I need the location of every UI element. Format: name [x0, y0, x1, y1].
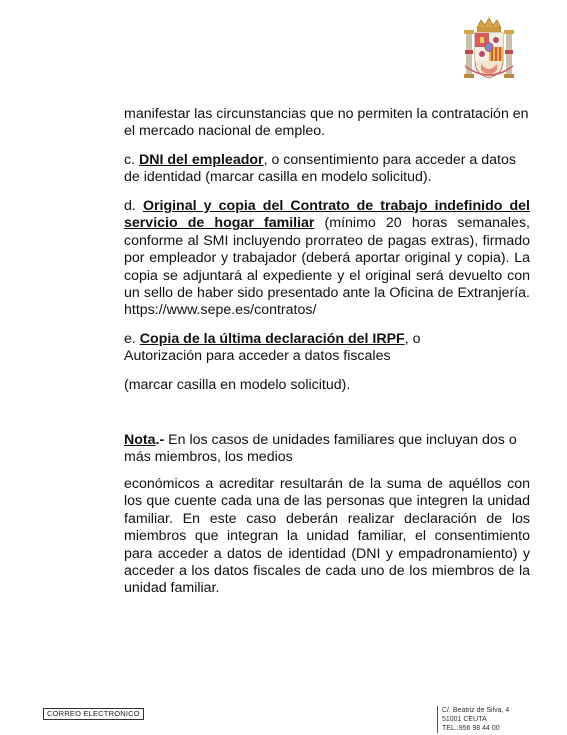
email-label-box	[43, 708, 144, 720]
spain-coat-of-arms-icon	[463, 14, 515, 84]
footer-address	[437, 706, 509, 733]
email-label: CORREO ELECTRONICO	[47, 709, 140, 718]
paragraph-intro-text: manifestar las circunstancias que no permiten la contratación en el mercado nacional de empleo.	[124, 106, 529, 140]
item-c-marker: c.	[124, 152, 136, 168]
item-c-heading: DNI del empleador	[139, 152, 264, 168]
nota-continuation	[124, 476, 530, 598]
nota-label-suffix: .-	[155, 432, 165, 448]
item-e-line2: Autorización para acceder a datos fiscales	[124, 348, 391, 365]
item-d-marker: d.	[124, 198, 136, 214]
item-c	[124, 152, 530, 187]
nota-continuation-text: económicos a acreditar resultarán de la suma de aquéllos con los que cuente cada una de las personas que integren la unidad familiar. En este caso deberán realizar declaración de los miembros que integran la unidad familiar, el consentimiento para acceder a datos de identidad (DNI y empadronamiento) y acceder a los datos fiscales de cada uno de los miembros de la unidad familiar.	[124, 476, 530, 597]
item-d-text: (mínimo 20 horas semanales, conforme al SMI incluyendo prorrateo de pagas extras), firmado por empleador y trabajador (deberá aportar original y copia). La copia se adjuntará al expediente y el original será devuelto con un sello de haber sido presentado ante la Oficina de Extranjería. https://www.sepe.es/contratos/	[124, 215, 530, 319]
item-d-heading: Original y copia del Contrato de trabajo indefinido del servicio de hogar familiar	[124, 198, 530, 232]
address-phone: TEL.:956 98 44 00	[442, 725, 500, 732]
item-e-marker: e.	[124, 331, 136, 347]
nota-block	[124, 432, 530, 467]
item-e	[124, 331, 530, 394]
address-city: 51001 CEUTA	[442, 716, 487, 723]
item-e-text: , o	[404, 331, 421, 347]
item-e-line3: (marcar casilla en modelo solicitud).	[124, 376, 351, 393]
paragraph-intro	[124, 106, 530, 141]
item-e-heading: Copia de la última declaración del IRPF	[139, 331, 405, 347]
item-c-text: , o consentimiento para acceder a datos de identidad (marcar casilla en modelo solicitud).	[124, 152, 516, 186]
item-d	[124, 198, 530, 320]
nota-text: En los casos de unidades familiares que incluyan dos o más miembros, los medios	[124, 432, 517, 466]
address-street: C/. Beatriz de Silva, 4	[442, 707, 510, 714]
nota-label: Nota	[124, 432, 156, 448]
